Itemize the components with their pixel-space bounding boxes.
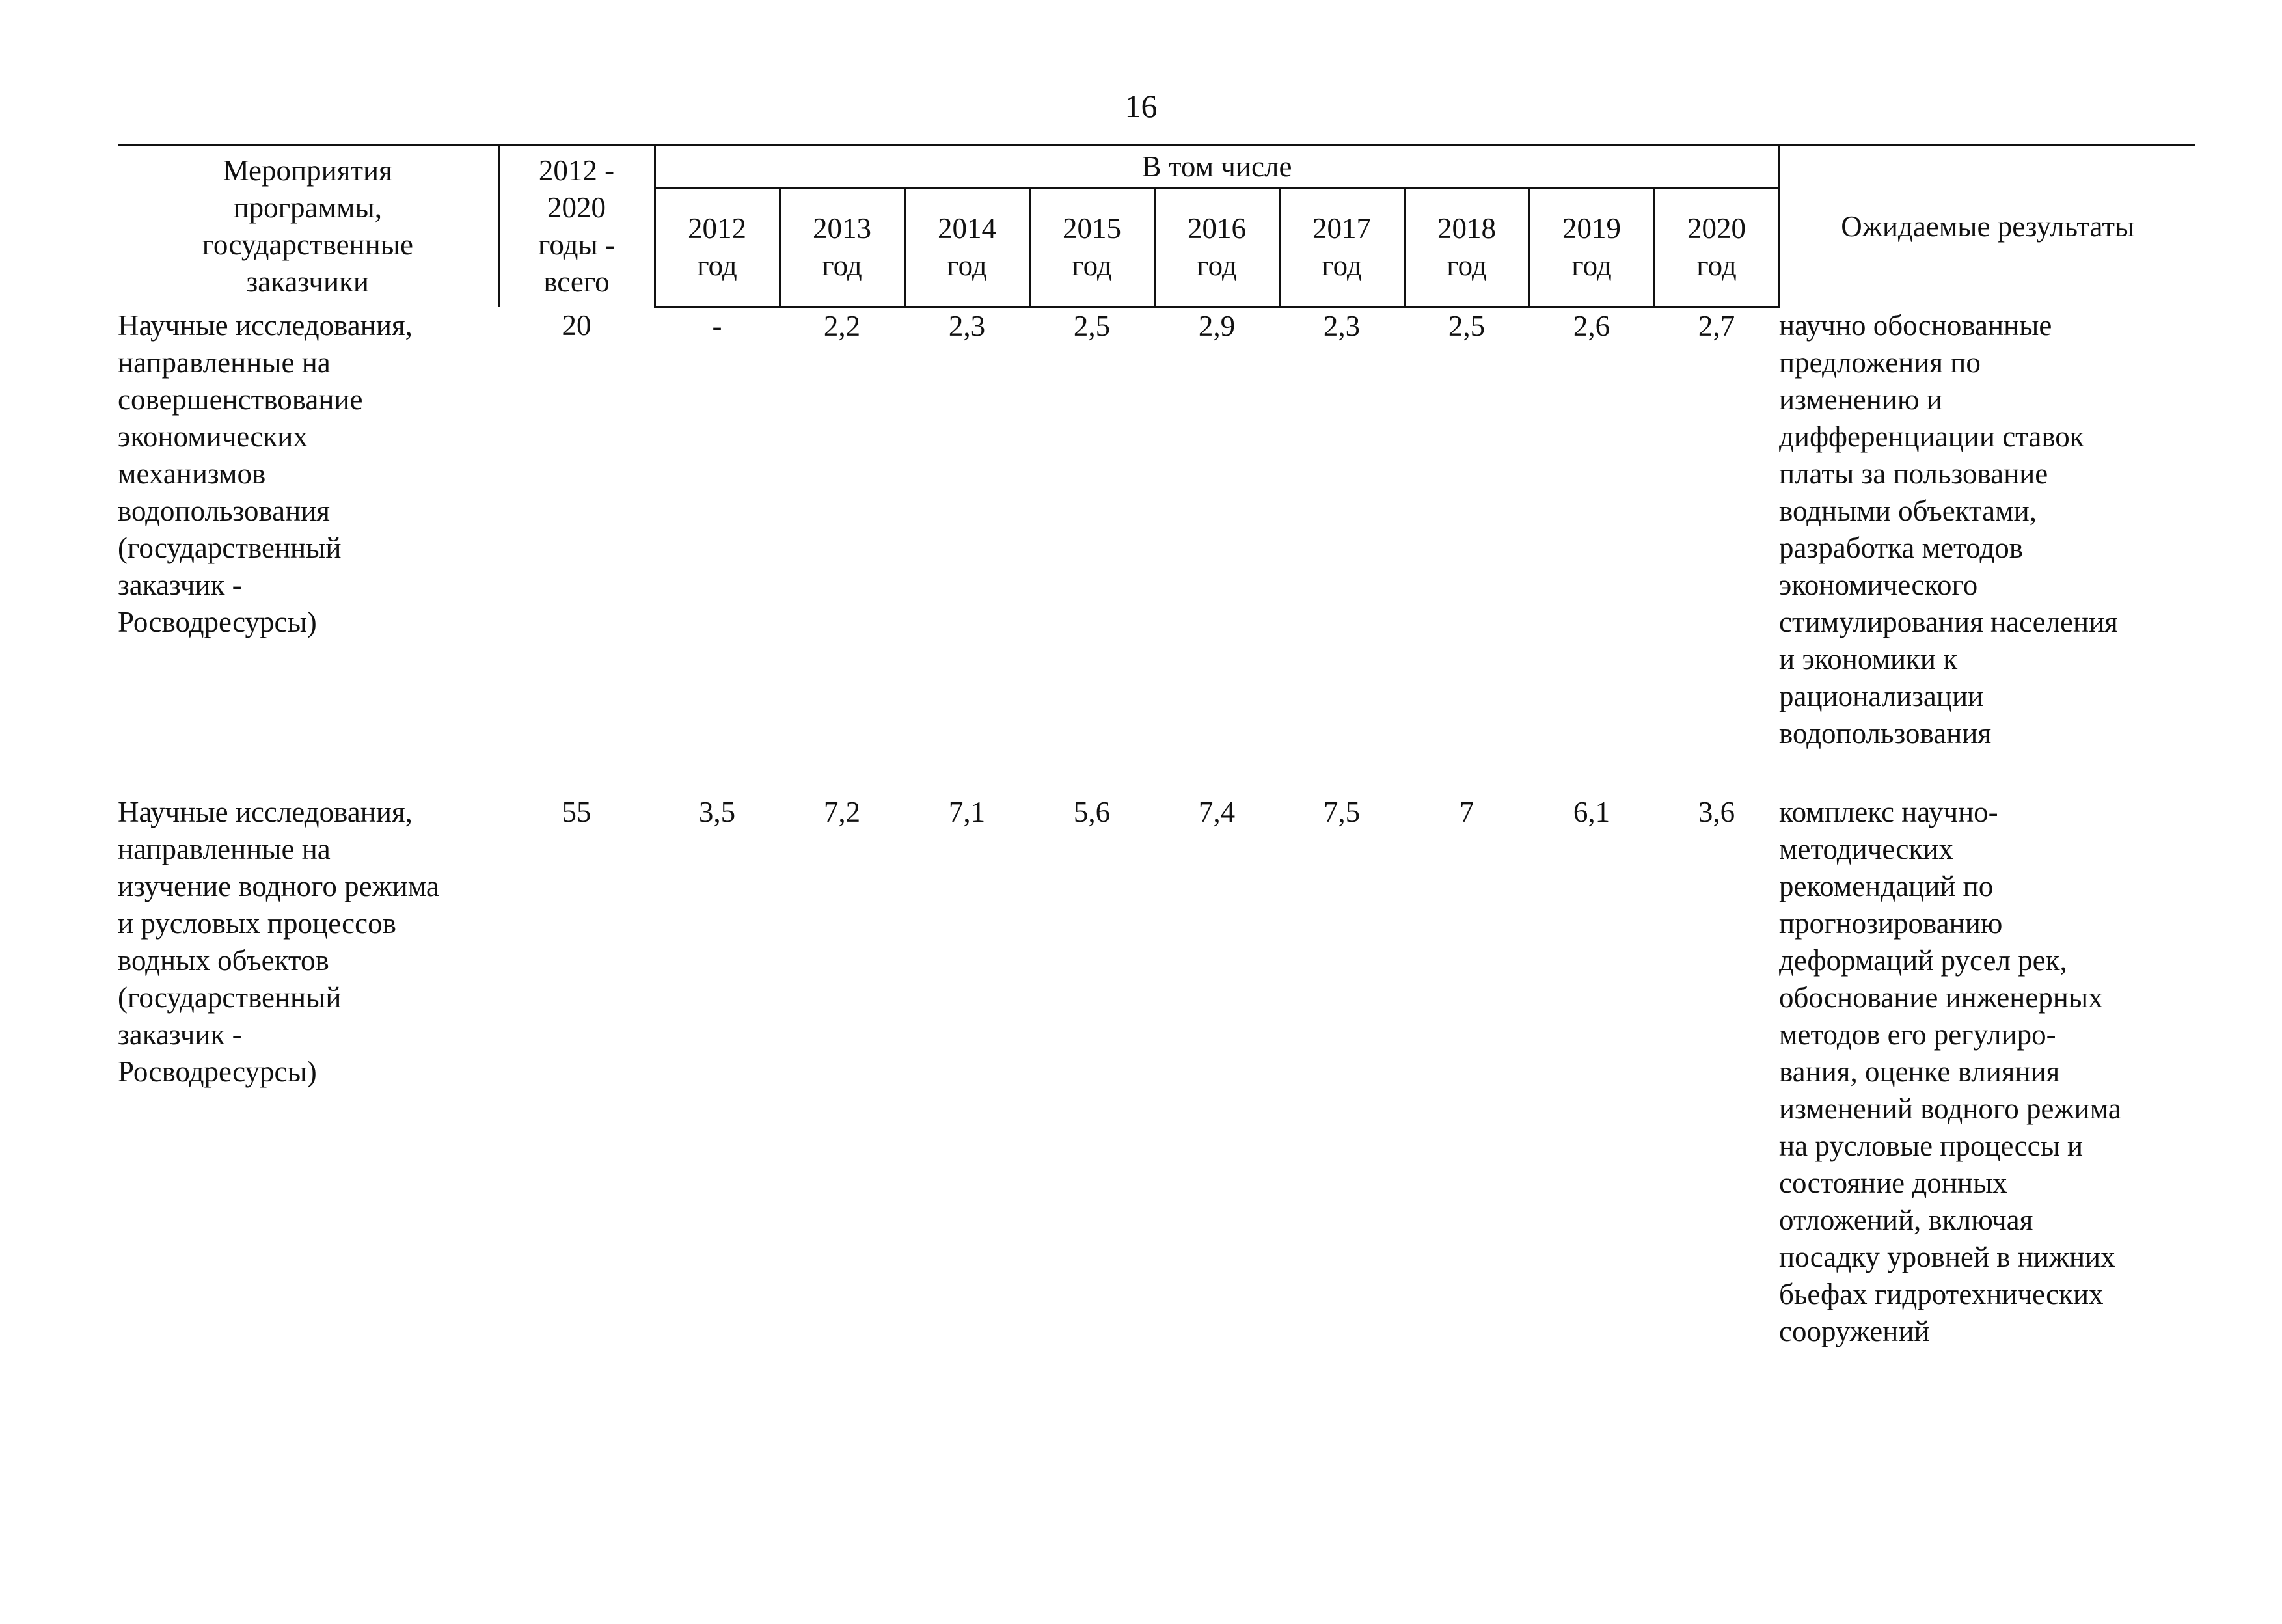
result-line: рекомендаций по <box>1779 869 1994 902</box>
header-year-unit: год <box>822 249 862 282</box>
year-value-cell: 7,2 <box>823 795 861 828</box>
header-year-unit: год <box>1322 249 1362 282</box>
header-year-unit: год <box>1696 249 1737 282</box>
activity-line: (государственный <box>118 531 342 564</box>
header-year-unit: год <box>1197 249 1237 282</box>
year-value-cell: 2,3 <box>948 310 986 342</box>
header-year-label: 2012 <box>688 212 746 245</box>
result-line: водопользования <box>1779 716 1992 750</box>
year-value-cell: 7,1 <box>948 795 986 828</box>
table-row <box>118 307 2195 794</box>
activity-line: совершенствование <box>118 383 363 416</box>
header-year-2018 <box>1404 188 1529 307</box>
program-activities-table <box>118 144 2195 1350</box>
activity-line: экономических <box>118 420 308 453</box>
header-activities-line: государственные <box>202 228 413 262</box>
result-line: экономического <box>1779 568 1978 601</box>
result-line: платы за пользование <box>1779 457 2048 490</box>
header-year-label: 2013 <box>813 212 871 245</box>
header-total-line: всего <box>543 265 610 299</box>
result-line: изменению и <box>1779 383 1942 416</box>
result-line: прогнозированию <box>1779 906 2003 940</box>
header-year-unit: год <box>1571 249 1612 282</box>
result-line: разработка методов <box>1779 531 2023 564</box>
activity-line: Научные исследования, <box>118 795 413 828</box>
header-activities-line: программы, <box>233 191 382 224</box>
result-line: вания, оценке влияния <box>1779 1055 2060 1088</box>
result-line: методических <box>1779 832 1953 865</box>
result-line: деформаций русел рек, <box>1779 943 2067 977</box>
total-cell: 20 <box>562 308 591 342</box>
result-line: на русловые процессы и <box>1779 1129 2084 1162</box>
activity-line: Научные исследования, <box>118 308 413 342</box>
activity-line: и русловых процессов <box>118 906 396 940</box>
result-line: водными объектами, <box>1779 494 2037 527</box>
activity-line: (государственный <box>118 981 342 1014</box>
header-year-label: 2017 <box>1312 212 1371 245</box>
year-value-cell: 7,5 <box>1323 795 1361 828</box>
activity-line: Росводресурсы) <box>118 605 317 638</box>
header-year-unit: год <box>697 249 737 282</box>
activity-line: изучение водного режима <box>118 869 439 902</box>
header-year-2015 <box>1029 188 1154 307</box>
result-line: и экономики к <box>1779 642 1958 675</box>
result-line: методов его регулиро- <box>1779 1018 2056 1051</box>
activity-cell <box>118 794 498 1350</box>
header-year-2013 <box>780 188 904 307</box>
header-year-unit: год <box>1072 249 1112 282</box>
header-year-2014 <box>904 188 1029 307</box>
result-line: предложения по <box>1779 345 1981 379</box>
activity-line: водных объектов <box>118 943 329 977</box>
result-line: отложений, включая <box>1779 1203 2033 1236</box>
year-value-cell: 2,7 <box>1698 310 1735 342</box>
table-row <box>118 794 2195 1350</box>
header-year-label: 2015 <box>1063 212 1121 245</box>
total-cell: 55 <box>562 795 591 828</box>
year-value-cell: 3,6 <box>1698 795 1735 828</box>
header-activities <box>118 146 498 307</box>
result-line: сооружений <box>1779 1314 1930 1347</box>
header-year-label: 2018 <box>1437 212 1496 245</box>
header-including: В том числе <box>655 146 1779 188</box>
header-results: Ожидаемые результаты <box>1779 146 2195 307</box>
activity-line: направленные на <box>118 832 331 865</box>
year-value-cell: 7,4 <box>1198 795 1236 828</box>
result-line: научно обоснованные <box>1779 308 2052 342</box>
header-total-line: 2020 <box>547 191 606 224</box>
activity-line: заказчик - <box>118 568 242 601</box>
year-value-cell: 5,6 <box>1073 795 1111 828</box>
header-year-unit: год <box>1447 249 1487 282</box>
result-line: рационализации <box>1779 679 1984 712</box>
header-total-line: 2012 - <box>538 154 615 187</box>
activity-cell <box>118 307 498 794</box>
header-activities-line: заказчики <box>246 265 369 299</box>
result-cell <box>1779 307 2195 794</box>
header-activities-line: Мероприятия <box>223 154 392 187</box>
year-value-cell: - <box>712 310 722 342</box>
year-value-cell: 2,9 <box>1198 310 1236 342</box>
header-year-label: 2020 <box>1687 212 1746 245</box>
header-year-2019 <box>1529 188 1654 307</box>
year-value-cell: 2,5 <box>1073 310 1111 342</box>
header-year-label: 2019 <box>1562 212 1621 245</box>
result-line: бьефах гидротехнических <box>1779 1277 2104 1310</box>
result-cell <box>1779 794 2195 1350</box>
result-line: обоснование инженерных <box>1779 981 2103 1014</box>
header-total-line: годы - <box>538 228 615 262</box>
year-value-cell: 2,5 <box>1448 310 1486 342</box>
result-line: дифференциации ставок <box>1779 420 2084 453</box>
activity-line: механизмов <box>118 457 266 490</box>
activity-line: Росводресурсы) <box>118 1055 317 1088</box>
header-year-label: 2016 <box>1188 212 1246 245</box>
activity-line: водопользования <box>118 494 331 527</box>
header-total <box>498 146 655 307</box>
result-line: комплекс научно- <box>1779 795 1998 828</box>
year-value-cell: 2,3 <box>1323 310 1361 342</box>
header-year-label: 2014 <box>938 212 996 245</box>
header-year-unit: год <box>947 249 987 282</box>
header-year-2016 <box>1154 188 1279 307</box>
result-line: посадку уровней в нижних <box>1779 1240 2115 1273</box>
result-line: стимулирования населения <box>1779 605 2118 638</box>
result-line: изменений водного режима <box>1779 1092 2121 1125</box>
activity-line: заказчик - <box>118 1018 242 1051</box>
year-value-cell: 2,6 <box>1573 310 1610 342</box>
year-value-cell: 2,2 <box>823 310 861 342</box>
header-year-2020 <box>1654 188 1779 307</box>
year-value-cell: 3,5 <box>698 795 736 828</box>
activity-line: направленные на <box>118 345 331 379</box>
page-number: 16 <box>1124 88 1158 124</box>
header-year-2017 <box>1279 188 1404 307</box>
result-line: состояние донных <box>1779 1166 2007 1199</box>
header-year-2012 <box>655 188 780 307</box>
year-value-cell: 6,1 <box>1573 795 1610 828</box>
year-value-cell: 7 <box>1459 795 1474 828</box>
